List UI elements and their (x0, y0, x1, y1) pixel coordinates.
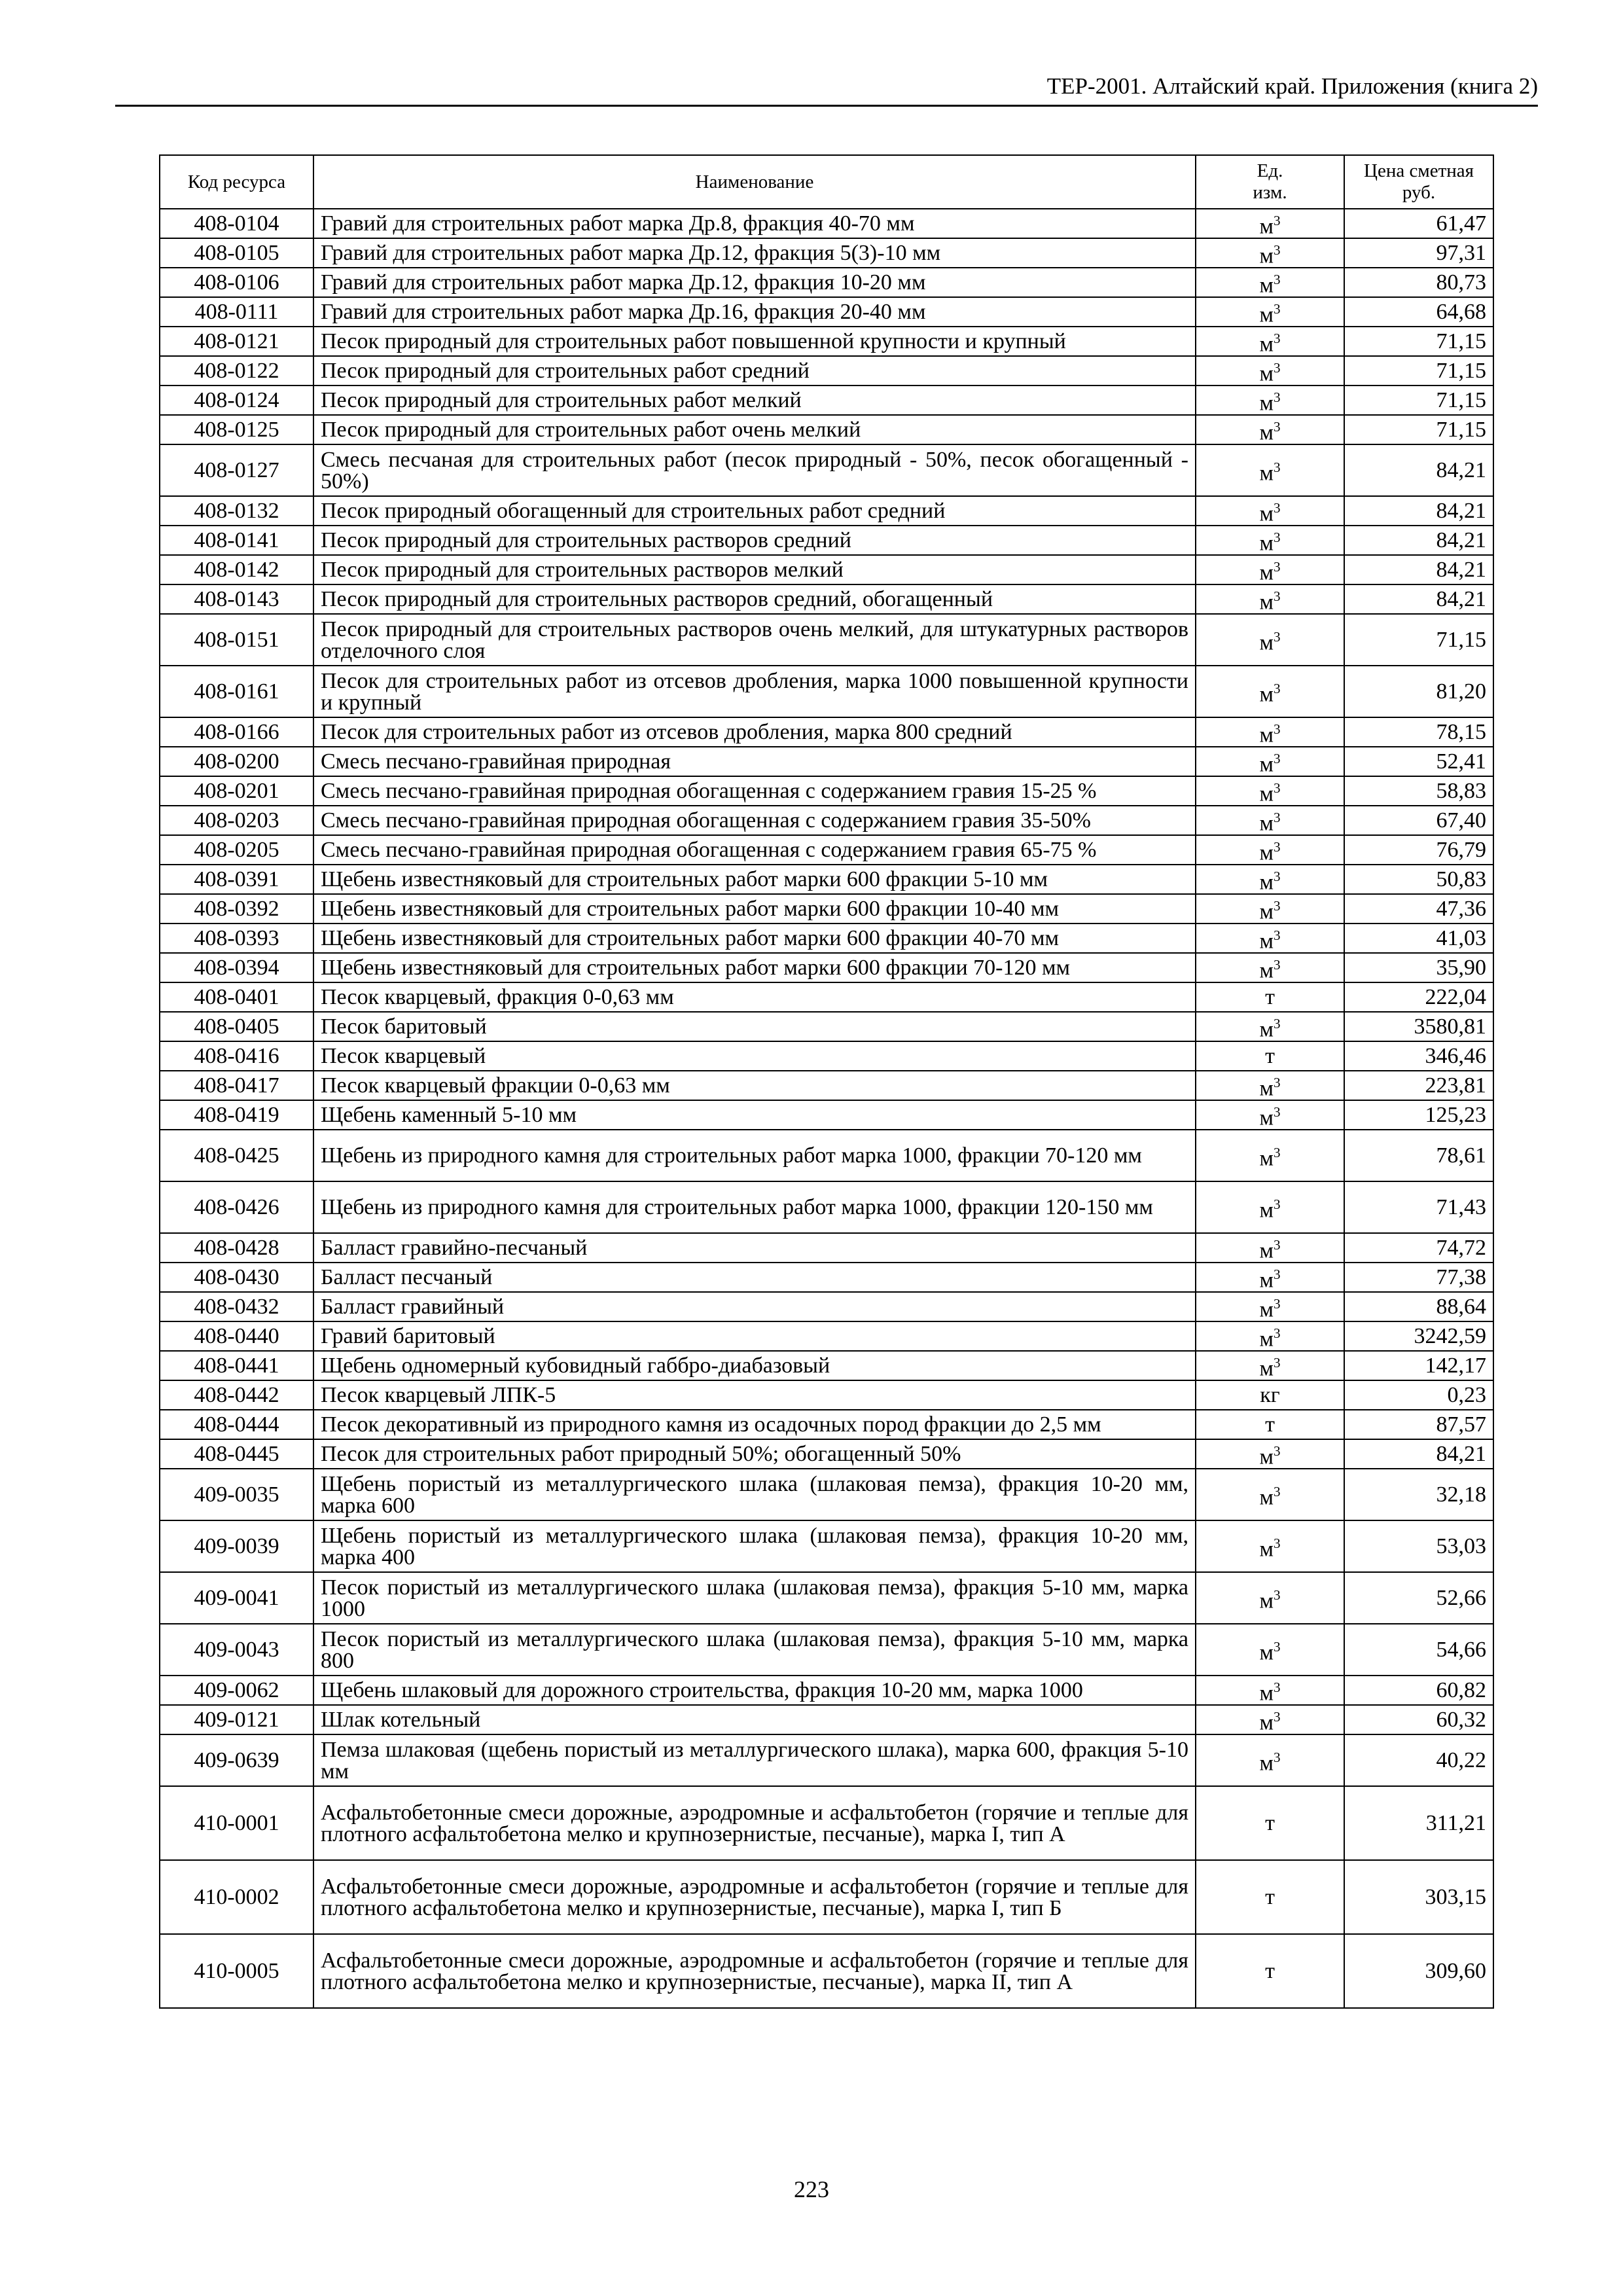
unit-cell: $м^3$ (1196, 327, 1344, 356)
resource-name-cell: Асфальтобетонные смеси дорожные, аэродромные и асфальтобетон (горячие и теплые для плотного асфальтобетона мелко и крупнозернистые, песчаные), марка I, тип А (313, 1786, 1196, 1860)
price-cell: 76,79 (1344, 835, 1493, 865)
table-row (160, 1263, 1493, 1292)
resource-name-cell: Песок кварцевый ЛПК-5 (313, 1380, 1196, 1410)
table-row (160, 894, 1493, 924)
resource-code-cell: 408-0105 (160, 238, 313, 268)
table-row (160, 297, 1493, 327)
unit-cell: $м^3$ (1196, 1624, 1344, 1676)
table-row (160, 327, 1493, 356)
resource-code-cell: 408-0106 (160, 268, 313, 297)
unit-cell: $м^3$ (1196, 496, 1344, 526)
resource-name-cell: Щебень известняковый для строительных работ марки 600 фракции 40-70 мм (313, 924, 1196, 953)
table-row (160, 982, 1493, 1012)
price-cell: 52,66 (1344, 1572, 1493, 1624)
price-cell: 0,23 (1344, 1380, 1493, 1410)
resource-name-cell: Песок природный обогащенный для строительных работ средний (313, 496, 1196, 526)
unit-cell: т (1196, 1786, 1344, 1860)
price-cell: 61,47 (1344, 209, 1493, 238)
price-cell: 81,20 (1344, 666, 1493, 717)
table-row (160, 1181, 1493, 1233)
price-cell: 3242,59 (1344, 1321, 1493, 1351)
unit-cell: $м^3$ (1196, 584, 1344, 614)
resource-name-cell: Смесь песчано-гравийная природная обогащенная с содержанием гравия 65-75 % (313, 835, 1196, 865)
price-cell: 311,21 (1344, 1786, 1493, 1860)
resource-code-cell: 408-0442 (160, 1380, 313, 1410)
unit-cell: $м^3$ (1196, 1321, 1344, 1351)
resource-code-cell: 408-0201 (160, 776, 313, 806)
unit-cell: $м^3$ (1196, 238, 1344, 268)
unit-cell: $м^3$ (1196, 747, 1344, 776)
table-row (160, 555, 1493, 584)
page-number: 223 (794, 2176, 829, 2202)
resource-name-cell: Песок пористый из металлургического шлака (шлаковая пемза), фракция 5-10 мм, марка 1000 (313, 1572, 1196, 1624)
table-row (160, 1439, 1493, 1469)
price-cell: 77,38 (1344, 1263, 1493, 1292)
table-row (160, 747, 1493, 776)
unit-cell: т (1196, 1410, 1344, 1439)
price-cell: 84,21 (1344, 444, 1493, 496)
table-row (160, 1520, 1493, 1572)
resource-name-cell: Песок пористый из металлургического шлака (шлаковая пемза), фракция 5-10 мм, марка 800 (313, 1624, 1196, 1676)
unit-cell: т (1196, 1934, 1344, 2008)
resource-code-cell: 409-0041 (160, 1572, 313, 1624)
resource-code-cell: 408-0430 (160, 1263, 313, 1292)
table-header-row (160, 155, 1493, 209)
unit-cell: $м^3$ (1196, 415, 1344, 444)
resource-code-cell: 408-0125 (160, 415, 313, 444)
resource-code-cell: 408-0143 (160, 584, 313, 614)
resource-code-cell: 410-0001 (160, 1786, 313, 1860)
table-body (160, 209, 1493, 2008)
price-cell: 97,31 (1344, 238, 1493, 268)
table-row (160, 1410, 1493, 1439)
resource-name-cell: Балласт песчаный (313, 1263, 1196, 1292)
table-row (160, 1786, 1493, 1860)
price-cell: 80,73 (1344, 268, 1493, 297)
table-row (160, 209, 1493, 238)
price-cell: 87,57 (1344, 1410, 1493, 1439)
resource-name-cell: Песок природный для строительных растворов мелкий (313, 555, 1196, 584)
resource-code-cell: 408-0205 (160, 835, 313, 865)
resource-name-cell: Смесь песчано-гравийная природная (313, 747, 1196, 776)
unit-cell: $м^3$ (1196, 209, 1344, 238)
table-row (160, 268, 1493, 297)
price-cell: 303,15 (1344, 1860, 1493, 1934)
table-row (160, 1130, 1493, 1181)
resource-name-cell: Песок природный для строительных работ средний (313, 356, 1196, 386)
unit-cell: $м^3$ (1196, 1130, 1344, 1181)
unit-cell: $м^3$ (1196, 1071, 1344, 1100)
table-row (160, 584, 1493, 614)
resource-code-cell: 408-0419 (160, 1100, 313, 1130)
price-cell: 71,15 (1344, 614, 1493, 666)
resource-code-cell: 408-0161 (160, 666, 313, 717)
resource-code-cell: 408-0124 (160, 386, 313, 415)
table-row (160, 1624, 1493, 1676)
unit-cell: т (1196, 1860, 1344, 1934)
column-header-unit: Ед. изм. (1196, 155, 1344, 209)
resource-code-cell: 408-0417 (160, 1071, 313, 1100)
price-cell: 78,15 (1344, 717, 1493, 747)
resource-name-cell: Гравий для строительных работ марка Др.12, фракция 10-20 мм (313, 268, 1196, 297)
resource-code-cell: 408-0391 (160, 865, 313, 894)
price-cell: 74,72 (1344, 1233, 1493, 1263)
resource-code-cell: 408-0401 (160, 982, 313, 1012)
unit-cell: $м^3$ (1196, 776, 1344, 806)
price-cell: 125,23 (1344, 1100, 1493, 1130)
resource-code-cell: 410-0005 (160, 1934, 313, 2008)
price-cell: 50,83 (1344, 865, 1493, 894)
resource-name-cell: Песок кварцевый фракции 0-0,63 мм (313, 1071, 1196, 1100)
table-row (160, 1292, 1493, 1321)
table-row (160, 1734, 1493, 1786)
resource-name-cell: Асфальтобетонные смеси дорожные, аэродромные и асфальтобетон (горячие и теплые для плотного асфальтобетона мелко и крупнозернистые, песчаные), марка II, тип А (313, 1934, 1196, 2008)
resource-code-cell: 408-0426 (160, 1181, 313, 1233)
column-header-code: Код ресурса (160, 155, 313, 209)
table-row (160, 415, 1493, 444)
resource-name-cell: Щебень из природного камня для строительных работ марка 1000, фракции 120-150 мм (313, 1181, 1196, 1233)
resource-name-cell: Щебень известняковый для строительных работ марки 600 фракции 5-10 мм (313, 865, 1196, 894)
price-cell: 84,21 (1344, 555, 1493, 584)
unit-cell: $м^3$ (1196, 1572, 1344, 1624)
price-cell: 88,64 (1344, 1292, 1493, 1321)
price-cell: 346,46 (1344, 1041, 1493, 1071)
table-row (160, 806, 1493, 835)
unit-cell: $м^3$ (1196, 297, 1344, 327)
unit-cell: $м^3$ (1196, 1012, 1344, 1041)
price-cell: 67,40 (1344, 806, 1493, 835)
unit-cell: $м^3$ (1196, 835, 1344, 865)
price-cell: 60,82 (1344, 1676, 1493, 1705)
resource-price-table-container (159, 154, 1493, 2009)
resource-name-cell: Щебень из природного камня для строительных работ марка 1000, фракции 70-120 мм (313, 1130, 1196, 1181)
unit-cell: $м^3$ (1196, 865, 1344, 894)
resource-code-cell: 408-0432 (160, 1292, 313, 1321)
resource-code-cell: 408-0142 (160, 555, 313, 584)
unit-cell: $м^3$ (1196, 1351, 1344, 1380)
table-row (160, 1233, 1493, 1263)
price-cell: 54,66 (1344, 1624, 1493, 1676)
resource-code-cell: 408-0392 (160, 894, 313, 924)
table-row (160, 865, 1493, 894)
price-cell: 84,21 (1344, 496, 1493, 526)
table-row (160, 614, 1493, 666)
price-cell: 223,81 (1344, 1071, 1493, 1100)
table-row (160, 496, 1493, 526)
table-row (160, 1705, 1493, 1734)
unit-cell: $м^3$ (1196, 356, 1344, 386)
table-row (160, 1041, 1493, 1071)
resource-code-cell: 408-0141 (160, 526, 313, 555)
price-cell: 222,04 (1344, 982, 1493, 1012)
resource-code-cell: 408-0428 (160, 1233, 313, 1263)
table-row (160, 526, 1493, 555)
resource-name-cell: Щебень шлаковый для дорожного строительства, фракция 10-20 мм, марка 1000 (313, 1676, 1196, 1705)
resource-code-cell: 408-0445 (160, 1439, 313, 1469)
price-cell: 41,03 (1344, 924, 1493, 953)
table-row (160, 776, 1493, 806)
price-cell: 64,68 (1344, 297, 1493, 327)
unit-cell: $м^3$ (1196, 386, 1344, 415)
price-cell: 58,83 (1344, 776, 1493, 806)
resource-name-cell: Щебень пористый из металлургического шлака (шлаковая пемза), фракция 10-20 мм, марка 400 (313, 1520, 1196, 1572)
resource-name-cell: Песок природный для строительных растворов средний (313, 526, 1196, 555)
column-header-name: Наименование (313, 155, 1196, 209)
table-row (160, 1380, 1493, 1410)
resource-code-cell: 408-0151 (160, 614, 313, 666)
price-cell: 71,15 (1344, 327, 1493, 356)
resource-name-cell: Песок природный для строительных работ очень мелкий (313, 415, 1196, 444)
resource-code-cell: 408-0132 (160, 496, 313, 526)
resource-code-cell: 409-0639 (160, 1734, 313, 1786)
price-cell: 32,18 (1344, 1469, 1493, 1520)
table-row (160, 386, 1493, 415)
resource-code-cell: 408-0440 (160, 1321, 313, 1351)
unit-cell: $м^3$ (1196, 1520, 1344, 1572)
table-row (160, 1100, 1493, 1130)
resource-code-cell: 409-0121 (160, 1705, 313, 1734)
running-header (115, 73, 1538, 107)
resource-name-cell: Песок для строительных работ из отсевов дробления, марка 800 средний (313, 717, 1196, 747)
table-row (160, 717, 1493, 747)
resource-code-cell: 408-0111 (160, 297, 313, 327)
price-cell: 78,61 (1344, 1130, 1493, 1181)
resource-name-cell: Балласт гравийный (313, 1292, 1196, 1321)
resource-name-cell: Щебень одномерный кубовидный габбро-диабазовый (313, 1351, 1196, 1380)
price-cell: 84,21 (1344, 1439, 1493, 1469)
price-cell: 40,22 (1344, 1734, 1493, 1786)
price-cell: 60,32 (1344, 1705, 1493, 1734)
column-header-price: Цена сметная руб. (1344, 155, 1493, 209)
price-cell: 53,03 (1344, 1520, 1493, 1572)
resource-name-cell: Щебень известняковый для строительных работ марки 600 фракции 10-40 мм (313, 894, 1196, 924)
resource-name-cell: Щебень известняковый для строительных работ марки 600 фракции 70-120 мм (313, 953, 1196, 982)
resource-name-cell: Шлак котельный (313, 1705, 1196, 1734)
resource-name-cell: Гравий для строительных работ марка Др.12, фракция 5(3)-10 мм (313, 238, 1196, 268)
unit-cell: $м^3$ (1196, 1263, 1344, 1292)
unit-cell: $м^3$ (1196, 1439, 1344, 1469)
unit-cell: $м^3$ (1196, 717, 1344, 747)
table-row (160, 1012, 1493, 1041)
resource-code-cell: 408-0405 (160, 1012, 313, 1041)
resource-name-cell: Пемза шлаковая (щебень пористый из металлургического шлака), марка 600, фракция 5-10 мм (313, 1734, 1196, 1786)
unit-cell: $м^3$ (1196, 806, 1344, 835)
unit-cell: $м^3$ (1196, 953, 1344, 982)
table-row (160, 1071, 1493, 1100)
table-row (160, 1321, 1493, 1351)
resource-code-cell: 408-0444 (160, 1410, 313, 1439)
unit-cell: $м^3$ (1196, 614, 1344, 666)
unit-cell: $м^3$ (1196, 1705, 1344, 1734)
resource-code-cell: 408-0394 (160, 953, 313, 982)
table-row (160, 1860, 1493, 1934)
resource-name-cell: Гравий баритовый (313, 1321, 1196, 1351)
resource-code-cell: 408-0122 (160, 356, 313, 386)
resource-name-cell: Смесь песчано-гравийная природная обогащенная с содержанием гравия 35-50% (313, 806, 1196, 835)
unit-cell: $м^3$ (1196, 268, 1344, 297)
resource-name-cell: Смесь песчаная для строительных работ (песок природный - 50%, песок обогащенный - 50%) (313, 444, 1196, 496)
unit-cell: $м^3$ (1196, 1233, 1344, 1263)
price-cell: 84,21 (1344, 584, 1493, 614)
resource-code-cell: 408-0104 (160, 209, 313, 238)
unit-cell: $м^3$ (1196, 894, 1344, 924)
resource-name-cell: Песок кварцевый (313, 1041, 1196, 1071)
unit-cell: кг (1196, 1380, 1344, 1410)
table-row (160, 356, 1493, 386)
table-row (160, 1351, 1493, 1380)
resource-code-cell: 408-0203 (160, 806, 313, 835)
price-cell: 142,17 (1344, 1351, 1493, 1380)
unit-cell: $м^3$ (1196, 1100, 1344, 1130)
table-row (160, 953, 1493, 982)
resource-code-cell: 410-0002 (160, 1860, 313, 1934)
resource-name-cell: Песок декоративный из природного камня из осадочных пород фракции до 2,5 мм (313, 1410, 1196, 1439)
table-row (160, 835, 1493, 865)
price-cell: 84,21 (1344, 526, 1493, 555)
resource-code-cell: 409-0039 (160, 1520, 313, 1572)
resource-name-cell: Асфальтобетонные смеси дорожные, аэродромные и асфальтобетон (горячие и теплые для плотного асфальтобетона мелко и крупнозернистые, песчаные), марка I, тип Б (313, 1860, 1196, 1934)
price-cell: 52,41 (1344, 747, 1493, 776)
table-row (160, 1934, 1493, 2008)
resource-code-cell: 409-0035 (160, 1469, 313, 1520)
unit-cell: $м^3$ (1196, 924, 1344, 953)
unit-cell: т (1196, 982, 1344, 1012)
unit-cell: $м^3$ (1196, 555, 1344, 584)
table-row (160, 1572, 1493, 1624)
resource-name-cell: Песок природный для строительных работ повышенной крупности и крупный (313, 327, 1196, 356)
unit-cell: $м^3$ (1196, 1676, 1344, 1705)
table-row (160, 666, 1493, 717)
resource-name-cell: Песок кварцевый, фракция 0-0,63 мм (313, 982, 1196, 1012)
resource-name-cell: Смесь песчано-гравийная природная обогащенная с содержанием гравия 15-25 % (313, 776, 1196, 806)
resource-name-cell: Песок природный для строительных растворов средний, обогащенный (313, 584, 1196, 614)
price-cell: 309,60 (1344, 1934, 1493, 2008)
unit-cell: $м^3$ (1196, 1292, 1344, 1321)
resource-name-cell: Песок для строительных работ из отсевов дробления, марка 1000 повышенной крупности и крупный (313, 666, 1196, 717)
resource-name-cell: Гравий для строительных работ марка Др.8, фракция 40-70 мм (313, 209, 1196, 238)
resource-code-cell: 408-0166 (160, 717, 313, 747)
resource-name-cell: Песок природный для строительных растворов очень мелкий, для штукатурных растворов отделочного слоя (313, 614, 1196, 666)
resource-code-cell: 408-0121 (160, 327, 313, 356)
resource-code-cell: 408-0393 (160, 924, 313, 953)
resource-code-cell: 408-0416 (160, 1041, 313, 1071)
resource-name-cell: Щебень каменный 5-10 мм (313, 1100, 1196, 1130)
table-row (160, 444, 1493, 496)
table-row (160, 924, 1493, 953)
price-cell: 71,43 (1344, 1181, 1493, 1233)
resource-code-cell: 408-0425 (160, 1130, 313, 1181)
price-cell: 71,15 (1344, 356, 1493, 386)
unit-cell: $м^3$ (1196, 526, 1344, 555)
price-cell: 71,15 (1344, 415, 1493, 444)
table-row (160, 1676, 1493, 1705)
table-row (160, 1469, 1493, 1520)
resource-name-cell: Песок для строительных работ природный 50%; обогащенный 50% (313, 1439, 1196, 1469)
resource-name-cell: Песок баритовый (313, 1012, 1196, 1041)
price-cell: 35,90 (1344, 953, 1493, 982)
price-cell: 71,15 (1344, 386, 1493, 415)
resource-name-cell: Балласт гравийно-песчаный (313, 1233, 1196, 1263)
unit-cell: $м^3$ (1196, 666, 1344, 717)
resource-price-table (159, 154, 1494, 2009)
resource-code-cell: 409-0043 (160, 1624, 313, 1676)
resource-code-cell: 408-0441 (160, 1351, 313, 1380)
price-cell: 3580,81 (1344, 1012, 1493, 1041)
table-row (160, 238, 1493, 268)
unit-cell: $м^3$ (1196, 1181, 1344, 1233)
resource-code-cell: 408-0200 (160, 747, 313, 776)
unit-cell: $м^3$ (1196, 444, 1344, 496)
unit-cell: $м^3$ (1196, 1734, 1344, 1786)
price-cell: 47,36 (1344, 894, 1493, 924)
resource-code-cell: 408-0127 (160, 444, 313, 496)
running-title: ТЕР-2001. Алтайский край. Приложения (книга 2) (1046, 73, 1538, 99)
resource-name-cell: Песок природный для строительных работ мелкий (313, 386, 1196, 415)
unit-cell: $м^3$ (1196, 1469, 1344, 1520)
resource-code-cell: 409-0062 (160, 1676, 313, 1705)
unit-cell: т (1196, 1041, 1344, 1071)
resource-name-cell: Щебень пористый из металлургического шлака (шлаковая пемза), фракция 10-20 мм, марка 600 (313, 1469, 1196, 1520)
resource-name-cell: Гравий для строительных работ марка Др.16, фракция 20-40 мм (313, 297, 1196, 327)
